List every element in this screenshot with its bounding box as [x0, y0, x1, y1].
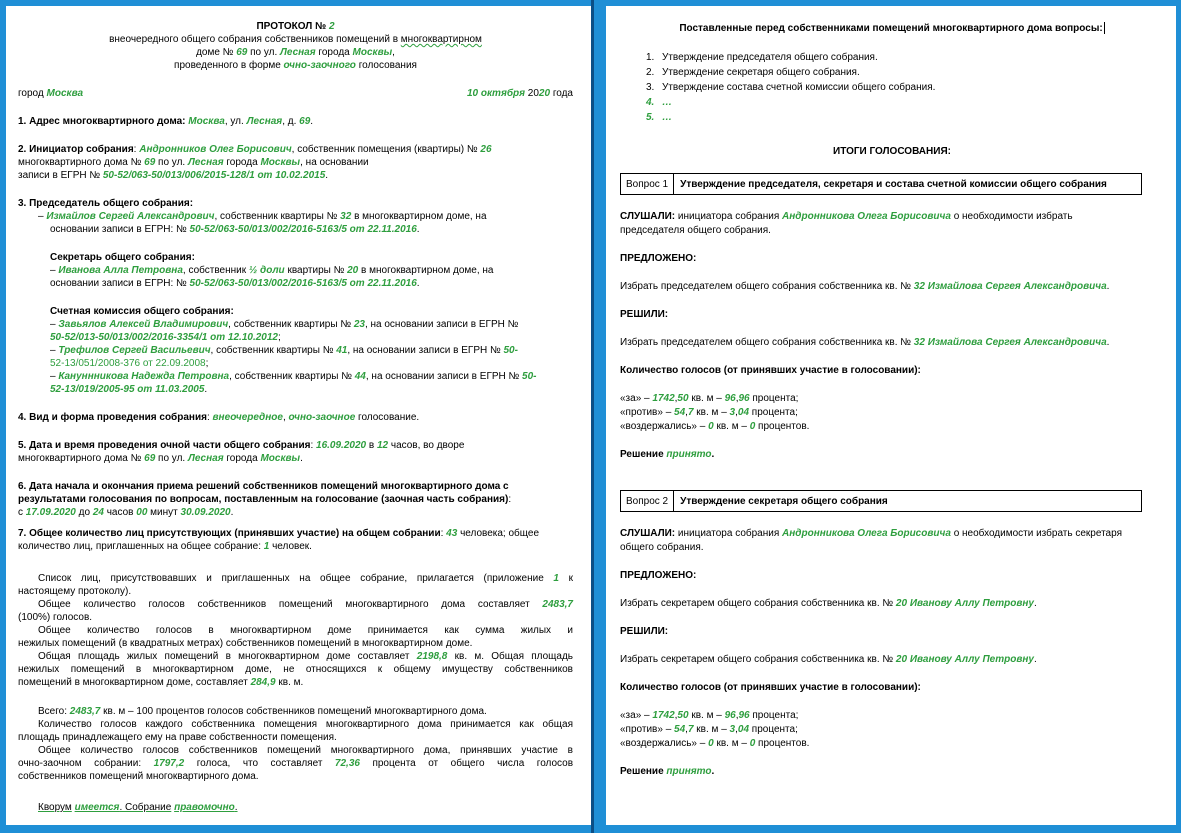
- text-s2-l3a: записи в ЕГРН №: [18, 170, 101, 181]
- text-s7-colon: :: [440, 528, 444, 539]
- text-protocol-form: очно-заочного: [283, 60, 356, 71]
- text-notes-p7n2: 72,36: [334, 758, 360, 769]
- commission-label: Счетная комиссия общего собрания:: [50, 306, 234, 317]
- text-s2-l3b: .: [325, 170, 329, 181]
- text-right-q1-decided-name: Измайлова Сергея Александровича: [927, 337, 1107, 348]
- text-right-q2-against-p: 3: [729, 724, 736, 735]
- text-s3-m1-t1: , собственник квартиры №: [228, 319, 352, 330]
- text-s7-label: 7. Общее количество лиц присутствующих (принявших участие) на общем собрании: [18, 528, 441, 539]
- text-notes-p1a: Список лиц, присутствовавших и приглашенных на общее собрание, прилагается (приложение: [38, 573, 544, 584]
- text-notes-p6a: Количество голосов каждого собственника помещения многоквартирного дома принимается как общая: [38, 719, 573, 730]
- text-s3-m1-name: Завьялов Алексей Владимирович: [58, 319, 229, 330]
- question-1-box: [620, 173, 1142, 195]
- text-notes-p1b: к: [568, 573, 574, 584]
- text-right-q1-votes-label: Количество голосов (от принявших участие в голосовании):: [620, 365, 921, 376]
- text-notes-p2b: (100%) голосов.: [18, 612, 93, 623]
- text-s7-l2: количество лиц, приглашенных на общее собрание:: [18, 541, 261, 552]
- text-protocol-title-prefix: ПРОТОКОЛ №: [256, 21, 327, 32]
- text-s3-sec-name: Иванова Алла Петровна: [58, 265, 183, 276]
- protocol-page-right: [606, 6, 1176, 825]
- text-right-q2-decision-label: Решение: [620, 766, 664, 777]
- text-s3-sec-share: ½ доли: [248, 265, 285, 276]
- text-right-title: Поставленные перед собственниками помещений многоквартирного дома вопросы:: [679, 23, 1103, 34]
- city-date-row: [18, 87, 573, 100]
- text-s1-mid: , ул.: [224, 116, 244, 127]
- protocol-page-left: [6, 6, 591, 825]
- text-right-questions-0-num: 1.: [646, 52, 655, 63]
- text-right-q2-abst-p: 0: [749, 738, 756, 749]
- text-protocol-subtitle1b: многоквартирном: [400, 34, 482, 45]
- text-right-q2-abst-c: процентов.: [758, 738, 810, 749]
- text-notes-p7b: очно-заочном собрании:: [18, 758, 142, 769]
- text-notes-p7e: собственников помещений многоквартирного дома.: [18, 771, 259, 782]
- text-right-q2-decided-a: Избрать секретарем общего собрания собственника кв. №: [620, 654, 894, 665]
- text-right-q2-against-c: кв. м –: [696, 724, 727, 735]
- secretary-label: Секретарь общего собрания:: [50, 252, 195, 263]
- text-s2-l2b: по ул.: [158, 157, 186, 168]
- text-right-q2-for-p: 96: [724, 710, 736, 721]
- text-right-questions-3-text: …: [662, 97, 672, 108]
- text-right-q2-against-d: ,: [735, 724, 738, 735]
- text-right-q1-for-p2: 96: [738, 393, 750, 404]
- text-notes-p7a: Общее количество голосов собственников помещений многоквартирного дома, принявших участие в: [38, 745, 573, 756]
- text-right-q2-heard-a: инициатора собрания: [677, 528, 780, 539]
- text-protocol-city: Москвы: [352, 47, 393, 58]
- text-s5-l2c: города: [226, 453, 258, 464]
- text-s3-chair-l2: основании записи в ЕГРН: №: [50, 224, 187, 235]
- text-right-q1-title: Утверждение председателя, секретаря и состава счетной комиссии общего собрания: [680, 178, 1107, 190]
- text-s3-m2-t2: , на основании записи в ЕГРН №: [347, 345, 501, 356]
- text-s3-sec-dash: –: [50, 265, 56, 276]
- text-protocol-year-b: 20: [538, 88, 551, 99]
- text-notes-p5n: 2483,7: [69, 706, 101, 717]
- text-s5-street: Лесная: [187, 453, 224, 464]
- text-s6-t2: часов: [106, 507, 134, 518]
- text-right-q1-against-a: «против» –: [620, 407, 672, 418]
- text-right-q2-abst-n: 0: [708, 738, 714, 749]
- text-protocol-city-label: город: [18, 88, 44, 99]
- text-s5-l2b: по ул.: [158, 453, 186, 464]
- text-s3-m3-egrn-b: 52-13/019/2005-95 от 11.03.2005: [50, 384, 205, 395]
- text-s2-name: Андронников Олег Борисович: [139, 144, 292, 155]
- text-s2-street: Лесная: [187, 157, 224, 168]
- text-right-q2-against-n2: 7: [687, 724, 694, 735]
- text-s6-t3: минут: [150, 507, 178, 518]
- text-s1-label: 1. Адрес многоквартирного дома:: [18, 116, 186, 127]
- text-s4-v2: очно-заочное: [288, 412, 356, 423]
- text-s5-city: Москвы: [260, 453, 301, 464]
- text-protocol-sub2-b: по ул.: [250, 47, 278, 58]
- text-s2-colon: :: [133, 144, 137, 155]
- text-right-q2-against-e: процента;: [751, 724, 798, 735]
- text-s2-l2a: многоквартирного дома №: [18, 157, 142, 168]
- text-notes-p1n: 1: [553, 573, 559, 584]
- text-s1-end: .: [310, 116, 314, 127]
- text-right-q1-proposed-label: ПРЕДЛОЖЕНО:: [620, 253, 697, 264]
- text-right-q1-against-d: ,: [735, 407, 738, 418]
- section-notes: [18, 572, 573, 814]
- text-s6-m: 00: [136, 507, 148, 518]
- section-in-person-date: [18, 439, 573, 465]
- text-right-q1-for-b: ,: [674, 393, 678, 404]
- text-right-q1-for-p: 96: [724, 393, 736, 404]
- section-participants: [18, 527, 573, 553]
- text-right-questions-4-num: 5.: [646, 112, 655, 123]
- text-notes-p2n: 2483,7: [542, 599, 573, 610]
- text-right-q1-proposed-apt: 32: [913, 281, 925, 292]
- section-chairman: 3. Председатель общего собрания: – Измайлов Сергей Александрович, собственник квартиры № 32 в многоквартирном доме, на основании записи в ЕГРН: № 50-52/063-50/013/002/2016-5163/5 от 22.11.2016. Секретарь общего собрания: – Иванова Алла Петровна, собственник ½ доли квартиры № 20 в многоквартирном доме, на основании записи в ЕГРН: № 50-52/063-50/013/002/2016-5163/5 от 22.11.2016. Счетная комиссия общего собрания: – Завьялов Алексей Владимирович, собственник квартиры № 23, на основании записи в ЕГРН № 50-52/013-50/013/002/2016-3354/1 от 12.10.2012; – Трефилов Сергей Васильевич, собственник квартиры № 41, на основании записи в ЕГРН № 50- 52-13/051/2008-376 от 22.09.2008; – Кануннникова Надежда Петровна, собственник квартиры № 44, на основании записи в ЕГРН № 50- 52-13/019/2005-95 от 11.03.2005.: [18, 197, 573, 396]
- text-right-q2-decided-label: РЕШИЛИ:: [620, 626, 669, 637]
- text-s7-t2: человек.: [272, 541, 312, 552]
- text-s3-chair-name: Измайлов Сергей Александрович: [46, 211, 215, 222]
- text-right-q1-abst-n: 0: [708, 421, 714, 432]
- text-protocol-year-suffix: года: [552, 88, 573, 99]
- text-right-q1-for-a: «за» –: [620, 393, 650, 404]
- text-s5-l2a: многоквартирного дома №: [18, 453, 142, 464]
- text-s2-house: 69: [144, 157, 156, 168]
- text-s5-t1: в: [368, 440, 375, 451]
- text-s3-sec-egrn: 50-52/063-50/013/002/2016-5163/5 от 22.11.2016: [189, 278, 417, 289]
- text-right-q1-decision-end: .: [711, 449, 715, 460]
- text-s4-comma: ,: [282, 412, 286, 423]
- protocol-title: [18, 20, 573, 33]
- text-s3-sec-end: .: [416, 278, 420, 289]
- text-s3-sec-apt: 20: [347, 265, 359, 276]
- text-s3-chair-t1: , собственник квартиры №: [214, 211, 338, 222]
- text-right-q1-abst-b: кв. м –: [716, 421, 747, 432]
- list-item: [646, 110, 1164, 125]
- text-right-questions-1-text: Утверждение секретаря общего собрания.: [662, 67, 860, 78]
- list-item: [646, 65, 1164, 80]
- results-title: ИТОГИ ГОЛОСОВАНИЯ:: [833, 146, 951, 157]
- text-s3-m2-t1: , собственник квартиры №: [210, 345, 334, 356]
- text-s3-m3-name: Кануннникова Надежда Петровна: [58, 371, 230, 382]
- text-s3-chair-dash: –: [38, 211, 44, 222]
- text-notes-p4b: кв. м. Общая площадь: [454, 651, 573, 662]
- text-s6-h: 24: [92, 507, 104, 518]
- text-s3-sec-t1: , собственник: [182, 265, 247, 276]
- text-notes-q1: Кворум: [38, 802, 72, 813]
- section-form: [18, 411, 573, 424]
- text-s2-t1: , собственник помещения (квартиры) №: [291, 144, 478, 155]
- text-right-q1-decided-label: РЕШИЛИ:: [620, 309, 669, 320]
- text-protocol-subtitle1a: внеочередного общего собрания собственников помещений в: [109, 34, 399, 45]
- section-absentee-dates: [18, 480, 573, 519]
- text-s2-city: Москвы: [260, 157, 301, 168]
- text-s5-date: 16.09.2020: [316, 440, 367, 451]
- text-right-q2-for-c: кв. м –: [691, 710, 722, 721]
- text-right-q2-heard-c: общего собрания.: [620, 542, 704, 553]
- text-protocol-street: Лесная: [280, 47, 316, 58]
- text-right-q2-for-a: «за» –: [620, 710, 650, 721]
- decision-value: принято: [666, 449, 712, 460]
- text-s1-street: Лесная: [246, 116, 283, 127]
- text-notes-q2: имеется: [74, 802, 120, 813]
- text-s2-apt: 26: [480, 144, 492, 155]
- text-right-q2-for-n2: 50: [677, 710, 689, 721]
- text-cursor: [1104, 22, 1105, 34]
- text-s4-label: 4. Вид и форма проведения собрания: [18, 412, 207, 423]
- text-right-q2-decided-name: Иванову Аллу Петровну: [909, 654, 1034, 665]
- text-notes-p7d: процента от общего числа голосов: [372, 758, 574, 769]
- text-right-q2-proposed-a: Избрать секретарем общего собрания собственника кв. №: [620, 598, 894, 609]
- text-notes-p5b: кв. м – 100 процентов голосов собственников помещений многоквартирного дома.: [103, 706, 487, 717]
- list-item: [646, 50, 1164, 65]
- text-s3-m2-apt: 41: [336, 345, 348, 356]
- text-protocol-sub3-b: голосования: [358, 60, 417, 71]
- text-right-q2-heard-b: о необходимости избрать секретаря: [953, 528, 1122, 539]
- protocol-number: 2: [328, 21, 335, 32]
- text-notes-p3b: нежилых помещений (в квадратных метрах) собственников помещений в многоквартирном доме.: [18, 638, 473, 649]
- text-protocol-sub2-d: ,: [392, 47, 395, 58]
- text-right-questions-2-num: 3.: [646, 82, 655, 93]
- text-right-q2-proposed-end: .: [1034, 598, 1037, 609]
- text-right-q1-abst-a: «воздержались» –: [620, 421, 706, 432]
- text-s7-t1: человека; общее: [460, 528, 540, 539]
- text-right-q1-for-d: ,: [735, 393, 739, 404]
- text-right-q2-for-e: процента;: [752, 710, 799, 721]
- text-notes-p5a: Всего:: [38, 706, 67, 717]
- text-right-q1-heard-label: СЛУШАЛИ:: [620, 211, 676, 222]
- question-2-body: [620, 527, 1164, 779]
- text-right-q2-votes-label: Количество голосов (от принявших участие в голосовании):: [620, 682, 921, 693]
- text-protocol-city-name: Москва: [46, 88, 84, 99]
- protocol-date: [467, 87, 573, 100]
- decision-value: принято: [666, 766, 712, 777]
- quorum-line: [18, 801, 573, 814]
- text-right-q1-against-e: процента;: [751, 407, 798, 418]
- text-notes-p4c: нежилых помещений в многоквартирном доме, не относящихся к общему имуществу собственников: [18, 664, 573, 675]
- text-right-q2-for-p2: 96: [738, 710, 750, 721]
- text-protocol-sub2-c: города: [318, 47, 350, 58]
- text-s1-city: Москва: [188, 116, 225, 127]
- text-right-q1-against-p2: 04: [737, 407, 750, 418]
- text-notes-p1c: настоящему протоколу).: [18, 586, 132, 597]
- text-right-q2-for-b: ,: [674, 710, 678, 721]
- text-s3-m3-t1: , собственник квартиры №: [229, 371, 352, 382]
- text-right-questions-4-text: …: [662, 112, 672, 123]
- text-right-q2-against-p2: 04: [737, 724, 750, 735]
- text-s5-hour: 12: [376, 440, 389, 451]
- text-s2-l2c: города: [226, 157, 258, 168]
- city-label: [18, 87, 83, 100]
- text-notes-q3: . Собрание: [119, 802, 172, 813]
- text-right-q2-heard-label: СЛУШАЛИ:: [620, 528, 676, 539]
- text-notes-p4e: кв. м.: [278, 677, 304, 688]
- text-right-q1-for-n: 1742: [652, 393, 675, 404]
- list-item: [646, 95, 1164, 110]
- text-notes-q5: .: [234, 802, 238, 813]
- text-s5-colon: :: [310, 440, 314, 451]
- text-protocol-sub3-a: проведенного в форме: [174, 60, 281, 71]
- text-right-q1-for-n2: 50: [677, 393, 689, 404]
- text-s7-n2: 1: [263, 541, 270, 552]
- text-right-q2-against-n: 54: [674, 724, 686, 735]
- text-right-q1-heard-name: Андронникова Олега Борисовича: [782, 211, 951, 222]
- text-right-q1-against-c: кв. м –: [696, 407, 727, 418]
- text-s4-colon: :: [206, 412, 210, 423]
- text-right-q2-against-a: «против» –: [620, 724, 672, 735]
- text-s3-m2-egrn-b: 52-13/051/2008-376 от 22.09.2008: [50, 358, 206, 369]
- text-notes-p7c: голоса, что составляет: [196, 758, 323, 769]
- question-2-box: [620, 490, 1142, 512]
- page-divider: [591, 0, 606, 833]
- text-right-q2-abst-b: кв. м –: [716, 738, 747, 749]
- text-s6-c: с: [18, 507, 23, 518]
- text-s3-chair-apt: 32: [340, 211, 352, 222]
- text-right-q1-against-b: ,: [685, 407, 688, 418]
- text-protocol-sub2-a: доме №: [196, 47, 234, 58]
- text-s4-end: голосование.: [358, 412, 420, 423]
- text-notes-p4n: 2198,8: [416, 651, 448, 662]
- text-s3-chair-t2: в многоквартирном доме, на: [354, 211, 487, 222]
- text-s2-l2d: , на основании: [300, 157, 369, 168]
- text-s3-m3-apt: 44: [354, 371, 366, 382]
- text-s6-l2: результатами голосования по вопросам, поставленным на голосование (заочная часть собрания): [18, 494, 509, 505]
- text-s3-m3-t2: , на основании записи в ЕГРН №: [365, 371, 520, 382]
- list-item: [646, 80, 1164, 95]
- text-s7-n1: 43: [446, 528, 458, 539]
- text-right-q2-decided-end: .: [1034, 654, 1037, 665]
- text-right-q1-decision-label: Решение: [620, 449, 664, 460]
- text-right-q2-decision-end: .: [711, 766, 715, 777]
- text-notes-p6b: площадь принадлежащего ему на праве собственности помещения.: [18, 732, 337, 743]
- text-s2-label: 2. Инициатор собрания: [18, 144, 134, 155]
- section-address: [18, 115, 573, 128]
- section-initiator: [18, 143, 573, 182]
- text-notes-p2a: Общее количество голосов собственников помещений многоквартирного дома составляет: [38, 599, 530, 610]
- text-right-q1-proposed-end: .: [1106, 281, 1110, 292]
- text-right-q1-abst-p: 0: [749, 421, 756, 432]
- text-right-q2-decided-apt: 20: [895, 654, 908, 665]
- protocol-subtitle-2: [18, 46, 573, 59]
- text-s6-l1: 6. Дата начала и окончания приема решений собственников помещений многоквартирного дома с: [18, 481, 509, 492]
- text-right-q2-proposed-name: Иванову Аллу Петровну: [909, 598, 1034, 609]
- text-s3-m2-end: ;: [205, 358, 209, 369]
- text-s3-chair-end: .: [416, 224, 420, 235]
- text-right-q1-against-n: 54: [674, 407, 686, 418]
- text-s3-m1-t2: , на основании записи в ЕГРН №: [364, 319, 519, 330]
- text-right-q2-title: Утверждение секретаря общего собрания: [680, 495, 888, 507]
- questions-title: [620, 22, 1164, 36]
- text-notes-p7n: 1797,2: [153, 758, 185, 769]
- protocol-subtitle-3: [18, 59, 573, 72]
- text-right-q1-proposed-a: Избрать председателем общего собрания собственника кв. №: [620, 281, 912, 292]
- text-right-q1-decided-end: .: [1106, 337, 1110, 348]
- text-right-q1-decided-a: Избрать председателем общего собрания собственника кв. №: [620, 337, 912, 348]
- text-s6-d2: 30.09.2020: [180, 507, 231, 518]
- text-notes-p3a: Общее количество голосов в многоквартирном доме принимается как сумма жилых и: [38, 625, 573, 636]
- protocol-subtitle-1: [18, 33, 573, 46]
- text-right-q2-against-b: ,: [685, 724, 688, 735]
- text-right-q1-against-p: 3: [729, 407, 736, 418]
- text-s6-end: .: [230, 507, 234, 518]
- text-right-q2-num: Вопрос 2: [621, 491, 674, 511]
- text-right-q1-num: Вопрос 1: [621, 174, 674, 194]
- text-s3-sec-l2: основании записи в ЕГРН: №: [50, 278, 187, 289]
- text-right-questions-0-text: Утверждение председателя общего собрания.: [662, 52, 878, 63]
- text-right-q1-heard-b: о необходимости избрать: [953, 211, 1073, 222]
- text-right-q1-heard-c: председателя общего собрания.: [620, 225, 771, 236]
- text-right-q2-for-d: ,: [735, 710, 739, 721]
- text-protocol-house: 69: [236, 47, 248, 58]
- text-right-q1-against-n2: 7: [687, 407, 694, 418]
- text-right-questions-3-num: 4.: [646, 97, 655, 108]
- text-right-q2-proposed-label: ПРЕДЛОЖЕНО:: [620, 570, 697, 581]
- text-right-q2-proposed-apt: 20: [895, 598, 908, 609]
- text-s3-m1-end: ;: [277, 332, 281, 343]
- text-s1-mid2: , д.: [282, 116, 297, 127]
- text-s3-m3-egrn-a: 50-: [522, 371, 537, 382]
- text-s3-m1-apt: 23: [353, 319, 365, 330]
- text-s3-m2-egrn-a: 50-: [503, 345, 518, 356]
- text-right-q1-abst-c: процентов.: [758, 421, 810, 432]
- text-s3-sec-t2: квартиры №: [287, 265, 345, 276]
- questions-list: [620, 50, 1164, 125]
- text-right-q1-for-e: процента;: [752, 393, 799, 404]
- text-right-q1-proposed-name: Измайлова Сергея Александровича: [927, 281, 1107, 292]
- text-notes-p4n2: 284,9: [250, 677, 276, 688]
- text-right-q1-for-c: кв. м –: [691, 393, 722, 404]
- text-notes-p4d: помещений в многоквартирном доме, составляет: [18, 677, 248, 688]
- text-s6-d1: 17.09.2020: [25, 507, 76, 518]
- text-s6-l2colon: :: [508, 494, 512, 505]
- text-right-questions-2-text: Утверждение состава счетной комиссии общего собрания.: [662, 82, 936, 93]
- text-s3-m1-egrn: 50-52/013-50/013/002/2016-3354/1 от 12.10.2012: [50, 332, 278, 343]
- question-1-body: [620, 210, 1164, 462]
- text-s6-t1: до: [78, 507, 91, 518]
- text-right-q1-heard-a: инициатора собрания: [677, 211, 780, 222]
- text-right-q2-abst-a: «воздержались» –: [620, 738, 706, 749]
- text-right-q1-decided-apt: 32: [913, 337, 925, 348]
- text-s5-label: 5. Дата и время проведения очной части общего собрания: [18, 440, 311, 451]
- text-notes-p4a: Общая площадь жилых помещений в многоквартирном доме составляет: [38, 651, 410, 662]
- text-s3-label: 3. Председатель общего собрания:: [18, 198, 194, 209]
- text-s4-v1: внеочередное: [212, 412, 283, 423]
- text-notes-q4: правомочно: [174, 802, 235, 813]
- text-right-q2-for-n: 1742: [652, 710, 675, 721]
- text-s1-house: 69: [299, 116, 311, 127]
- text-s3-chair-egrn: 50-52/063-50/013/002/2016-5163/5 от 22.11.2016: [189, 224, 417, 235]
- text-s3-m2-name: Трефилов Сергей Васильевич: [58, 345, 211, 356]
- text-s5-house: 69: [144, 453, 156, 464]
- text-right-questions-1-num: 2.: [646, 67, 655, 78]
- text-s3-sec-t3: в многоквартирном доме, на: [361, 265, 494, 276]
- text-s2-egrn: 50-52/063-50/013/006/2015-128/1 от 10.02.2015: [102, 170, 326, 181]
- text-right-q2-heard-name: Андронникова Олега Борисовича: [782, 528, 951, 539]
- text-protocol-date-text: 10 октября: [466, 88, 526, 99]
- text-protocol-year-a: 20: [527, 88, 539, 99]
- text-s3-m3-end: .: [204, 384, 208, 395]
- text-s5-l2d: .: [300, 453, 303, 464]
- text-s5-t2: часов, во дворе: [390, 440, 465, 451]
